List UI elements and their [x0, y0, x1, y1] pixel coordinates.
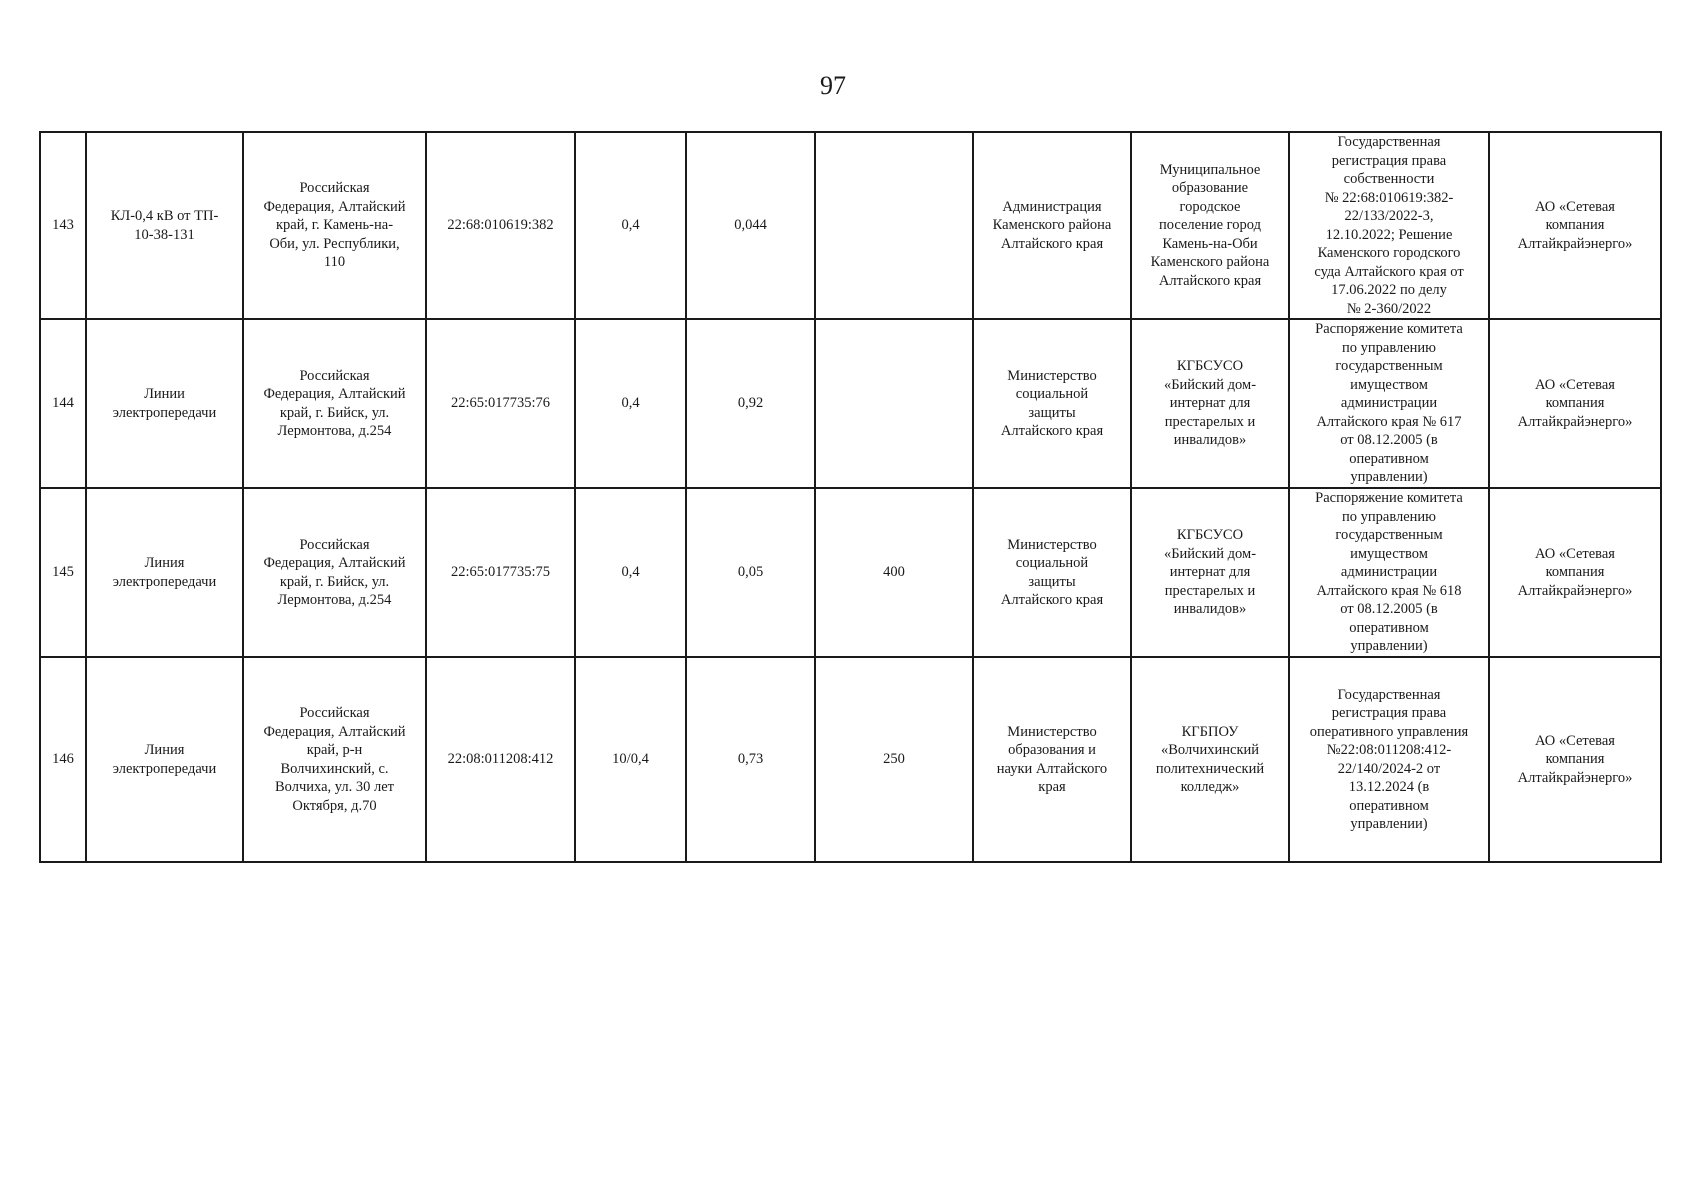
cell-power — [815, 132, 973, 319]
cell-address: Российская Федерация, Алтайский край, г. Бийск, ул. Лермонтова, д.254 — [243, 488, 426, 657]
cell-row-number: 143 — [40, 132, 86, 319]
cell-cadastral-number: 22:68:010619:382 — [426, 132, 575, 319]
cell-object-name: КЛ-0,4 кВ от ТП- 10-38-131 — [86, 132, 243, 319]
cell-voltage: 0,4 — [575, 488, 686, 657]
cell-cadastral-number: 22:08:011208:412 — [426, 657, 575, 862]
cell-authority: Министерство социальной защиты Алтайского края — [973, 488, 1131, 657]
table-row — [40, 319, 1661, 488]
registry-table — [39, 131, 1662, 863]
cell-authority: Министерство образования и науки Алтайского края — [973, 657, 1131, 862]
table-row — [40, 657, 1661, 862]
cell-row-number: 144 — [40, 319, 86, 488]
page-number: 97 — [820, 71, 846, 100]
cell-cadastral-number: 22:65:017735:76 — [426, 319, 575, 488]
cell-voltage: 10/0,4 — [575, 657, 686, 862]
cell-voltage: 0,4 — [575, 132, 686, 319]
cell-object-name: Линия электропередачи — [86, 488, 243, 657]
cell-power — [815, 319, 973, 488]
table-row — [40, 488, 1661, 657]
cell-voltage: 0,4 — [575, 319, 686, 488]
cell-length: 0,044 — [686, 132, 815, 319]
cell-basis: Государственная регистрация права собственности № 22:68:010619:382- 22/133/2022-3, 12.10.2022; Решение Каменского городского суда Алтайского края от 17.06.2022 по делу № 2-360/2022 — [1289, 132, 1489, 319]
cell-basis: Распоряжение комитета по управлению государственным имуществом администрации Алтайского края № 618 от 08.12.2005 (в оперативном управлении) — [1289, 488, 1489, 657]
cell-basis: Распоряжение комитета по управлению государственным имуществом администрации Алтайского края № 617 от 08.12.2005 (в оперативном управлении) — [1289, 319, 1489, 488]
cell-holder: КГБСУСО «Бийский дом- интернат для престарелых и инвалидов» — [1131, 488, 1289, 657]
cell-operator: АО «Сетевая компания Алтайкрайэнерго» — [1489, 319, 1661, 488]
cell-length: 0,73 — [686, 657, 815, 862]
cell-cadastral-number: 22:65:017735:75 — [426, 488, 575, 657]
cell-length: 0,05 — [686, 488, 815, 657]
cell-power: 400 — [815, 488, 973, 657]
cell-basis: Государственная регистрация права оперативного управления №22:08:011208:412- 22/140/2024-2 от 13.12.2024 (в оперативном управлении) — [1289, 657, 1489, 862]
cell-object-name: Линия электропередачи — [86, 657, 243, 862]
cell-holder: КГБСУСО «Бийский дом- интернат для престарелых и инвалидов» — [1131, 319, 1289, 488]
cell-power: 250 — [815, 657, 973, 862]
cell-operator: АО «Сетевая компания Алтайкрайэнерго» — [1489, 488, 1661, 657]
table-row — [40, 132, 1661, 319]
cell-holder: Муниципальное образование городское поселение город Камень-на-Оби Каменского района Алтайского края — [1131, 132, 1289, 319]
cell-address: Российская Федерация, Алтайский край, г. Бийск, ул. Лермонтова, д.254 — [243, 319, 426, 488]
cell-operator: АО «Сетевая компания Алтайкрайэнерго» — [1489, 657, 1661, 862]
cell-length: 0,92 — [686, 319, 815, 488]
cell-address: Российская Федерация, Алтайский край, г. Камень-на- Оби, ул. Республики, 110 — [243, 132, 426, 319]
cell-row-number: 146 — [40, 657, 86, 862]
cell-row-number: 145 — [40, 488, 86, 657]
cell-authority: Администрация Каменского района Алтайского края — [973, 132, 1131, 319]
cell-address: Российская Федерация, Алтайский край, р-н Волчихинский, с. Волчиха, ул. 30 лет Октября, д.70 — [243, 657, 426, 862]
cell-object-name: Линии электропередачи — [86, 319, 243, 488]
cell-authority: Министерство социальной защиты Алтайского края — [973, 319, 1131, 488]
cell-operator: АО «Сетевая компания Алтайкрайэнерго» — [1489, 132, 1661, 319]
cell-holder: КГБПОУ «Волчихинский политехнический колледж» — [1131, 657, 1289, 862]
